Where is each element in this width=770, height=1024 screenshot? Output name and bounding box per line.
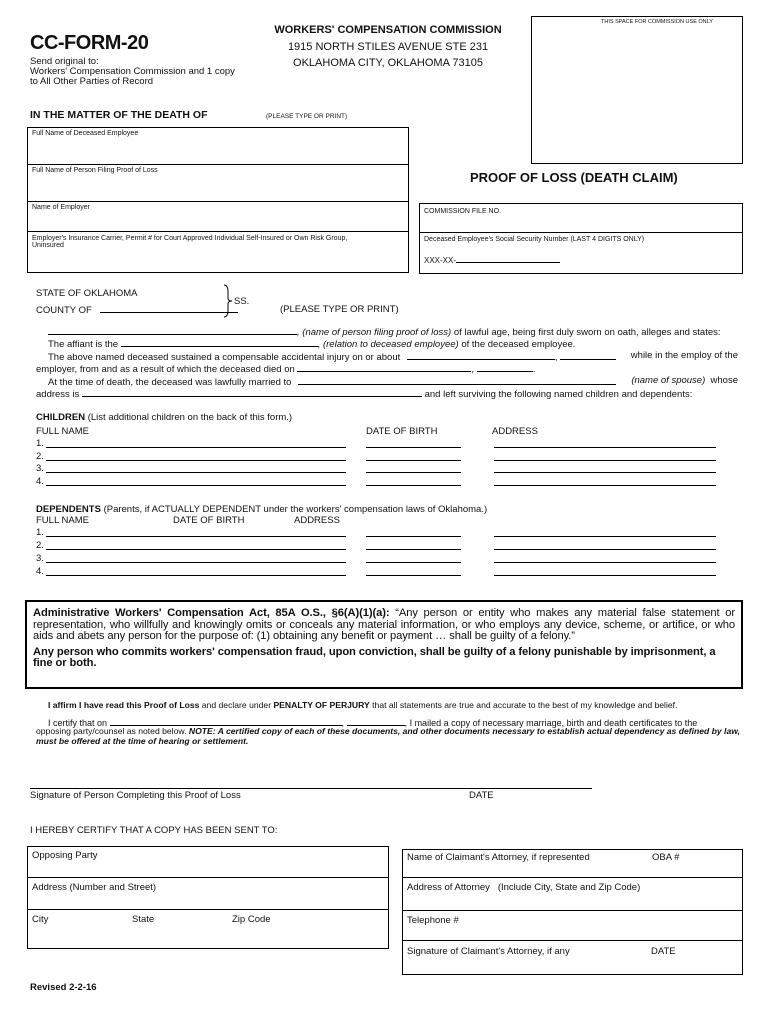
dependents-heading-rest: (Parents, if ACTUALLY DEPENDENT under the workers' compensation laws of Oklahoma.) — [100, 504, 488, 515]
commission-file-label: COMMISSION FILE NO. — [424, 208, 502, 215]
attorney-address-divider — [403, 910, 742, 911]
affidavit-l1-rest: of lawful age, being first duly sworn on oath, alleges and states: — [451, 327, 721, 338]
children-row-4-dob-input[interactable] — [366, 485, 461, 486]
affidavit-l5-start: At the time of death, the deceased was lawfully married to — [48, 377, 292, 388]
certify-l2: opposing party/counsel as noted below. — [36, 726, 187, 736]
dependents-row-4-dob-input[interactable] — [366, 575, 461, 576]
signature-label: Signature of Person Completing this Proof of Loss — [30, 790, 241, 801]
death-date-input[interactable] — [297, 362, 471, 372]
dependents-row-4-num: 4. — [36, 566, 44, 577]
children-row-4-name-input[interactable] — [46, 485, 346, 486]
carrier-field[interactable] — [27, 231, 409, 273]
attorney-address-row — [407, 882, 640, 893]
dependents-col-dob: DATE OF BIRTH — [173, 515, 245, 526]
children-heading-rest: (List additional children on the back of this form.) — [85, 412, 293, 423]
children-heading — [36, 412, 292, 423]
attorney-date-label: DATE — [651, 946, 676, 957]
affirm-perjury: PENALTY OF PERJURY — [273, 700, 370, 710]
agency-address-2: OKLAHOMA CITY, OKLAHOMA 73105 — [293, 57, 483, 69]
form-title: PROOF OF LOSS (DEATH CLAIM) — [470, 170, 678, 185]
matter-heading: IN THE MATTER OF THE DEATH OF — [30, 109, 208, 121]
children-row-2-address-input[interactable] — [494, 460, 716, 461]
affidavit-l5-end: whose — [710, 375, 738, 386]
filer-name-input[interactable] — [48, 325, 297, 335]
opposing-state-label: State — [132, 914, 155, 925]
warning-quote: “Any person or entity who makes any material false statement or representation, who willfully and knowingly omits or conceals any material information, or who employs any device, scheme, or artifice, or who aids and abets any person for the purpose of: (1) obtaining any benefit or payment … shall be guilty of a felony.” — [33, 607, 735, 642]
affirm-statement — [48, 700, 677, 710]
agency-address-1: 1915 NORTH STILES AVENUE STE 231 — [287, 41, 489, 53]
commission-use-box — [531, 16, 743, 164]
affirm-mid: and declare under — [199, 700, 274, 710]
dependents-heading-bold: DEPENDENTS — [36, 504, 101, 515]
children-row-1-dob-input[interactable] — [366, 447, 461, 448]
dependents-row-1-num: 1. — [36, 527, 44, 538]
affidavit-l5-italic: (name of spouse) — [631, 375, 706, 386]
certify-start: I certify that on — [48, 718, 108, 728]
opposing-party-divider — [28, 877, 388, 878]
opposing-party-box — [27, 846, 389, 949]
children-row-3-name-input[interactable] — [46, 472, 346, 473]
affidavit-l3-end: while in the employ of the — [630, 350, 738, 361]
children-row-3-dob-input[interactable] — [366, 472, 461, 473]
send-to-line-1: Send original to: — [30, 56, 99, 67]
spouse-address-input[interactable] — [82, 387, 422, 397]
attorney-telephone-divider — [403, 940, 742, 941]
county-input[interactable] — [100, 303, 238, 313]
affidavit-l1-italic: , (name of person filing proof of loss) — [297, 327, 452, 338]
venue-brace — [222, 284, 234, 318]
children-row-4-address-input[interactable] — [494, 485, 716, 486]
certify-line-2 — [36, 726, 740, 746]
dependents-col-name: FULL NAME — [36, 515, 89, 526]
venue-state: STATE OF OKLAHOMA — [36, 288, 138, 299]
mailing-date-input[interactable] — [110, 716, 342, 726]
children-row-3-num: 3. — [36, 463, 44, 474]
send-to-line-2: Workers' Compensation Commission and 1 copy — [30, 66, 235, 77]
commission-use-label: THIS SPACE FOR COMMISSION USE ONLY — [601, 19, 713, 25]
dependents-row-3-name-input[interactable] — [46, 562, 346, 563]
injury-date-input[interactable] — [407, 350, 555, 360]
affidavit-l6-start: address is — [36, 389, 80, 400]
children-heading-bold: CHILDREN — [36, 412, 86, 423]
revised-date: Revised 2-2-16 — [30, 982, 97, 993]
venue-print-note: (PLEASE TYPE OR PRINT) — [280, 304, 399, 315]
attorney-oba-label: OBA # — [652, 852, 680, 863]
children-row-2-name-input[interactable] — [46, 460, 346, 461]
attorney-address-label: Address of Attorney — [407, 882, 490, 893]
dependents-col-address: ADDRESS — [294, 515, 340, 526]
filer-name-label: Full Name of Person Filing Proof of Loss — [32, 167, 158, 174]
opposing-address-divider — [28, 909, 388, 910]
affidavit-line-4: employer, from and as a result of which the deceased died on , . — [36, 364, 536, 375]
dependents-row-4-name-input[interactable] — [46, 575, 346, 576]
opposing-zip-label: Zip Code — [232, 914, 271, 925]
warning-paragraph-1 — [33, 608, 735, 643]
filer-name-field[interactable] — [27, 164, 409, 202]
affirm-bold-1: I affirm I have read this Proof of Loss — [48, 700, 200, 710]
attorney-box — [402, 849, 743, 975]
children-row-1-num: 1. — [36, 438, 44, 449]
certify-end: , I mailed a copy of necessary marriage, birth and death certificates to the — [404, 718, 698, 728]
affidavit-l2-end: of the deceased employee. — [458, 339, 576, 350]
children-row-1-name-input[interactable] — [46, 447, 346, 448]
injury-year-input[interactable] — [560, 350, 616, 360]
spouse-name-input[interactable] — [298, 375, 616, 385]
dependents-heading — [36, 504, 487, 515]
opposing-city-label: City — [32, 914, 49, 925]
children-row-3-address-input[interactable] — [494, 472, 716, 473]
attorney-signature-label: Signature of Claimant's Attorney, if any — [407, 946, 570, 957]
warning-paragraph-2: Any person who commits workers' compensation fraud, upon conviction, shall be guilty of a felony punishable by imprisonment, a fine or both. — [33, 645, 716, 669]
attorney-address-note: (Include City, State and Zip Code) — [497, 882, 641, 893]
children-col-dob: DATE OF BIRTH — [366, 426, 438, 437]
dependents-row-1-name-input[interactable] — [46, 536, 346, 537]
employer-name-field[interactable] — [27, 201, 409, 232]
mailing-year-input[interactable] — [347, 716, 405, 726]
affidavit-line-3: The above named deceased sustained a compensable accidental injury on or about , while in the employ of the — [48, 350, 738, 363]
fraud-warning-box — [25, 600, 743, 689]
children-row-1-address-input[interactable] — [494, 447, 716, 448]
ssn-prefix: XXX-XX- — [424, 256, 457, 265]
venue-county-label: COUNTY OF — [36, 305, 92, 316]
send-to-line-3: to All Other Parties of Record — [30, 76, 154, 87]
dependents-row-4-address-input[interactable] — [494, 575, 716, 576]
employer-name-label: Name of Employer — [32, 204, 90, 211]
opposing-party-label: Opposing Party — [32, 850, 98, 861]
attorney-name-divider — [403, 877, 742, 878]
copy-sent-heading: I HEREBY CERTIFY THAT A COPY HAS BEEN SENT TO: — [30, 825, 278, 836]
commission-file-field[interactable] — [419, 203, 743, 233]
dependents-row-1-address-input[interactable] — [494, 536, 716, 537]
children-col-address: ADDRESS — [492, 426, 538, 437]
signature-date-label: DATE — [469, 790, 494, 801]
venue-county-row — [36, 303, 238, 316]
children-row-2-dob-input[interactable] — [366, 460, 461, 461]
affirm-end: that all statements are true and accurate to the best of my knowledge and belief. — [369, 700, 678, 710]
relation-input[interactable] — [121, 337, 318, 347]
affidavit-l6-end: and left surviving the following named children and dependents: — [424, 389, 693, 400]
signature-line[interactable] — [30, 788, 592, 789]
children-col-name: FULL NAME — [36, 426, 89, 437]
children-row-2-num: 2. — [36, 451, 44, 462]
affidavit-l3-start: The above named deceased sustained a compensable accidental injury on or about — [48, 352, 401, 363]
ssn-field[interactable] — [419, 232, 743, 274]
form-id: CC-FORM-20 — [30, 32, 149, 54]
warning-statute: Administrative Workers' Compensation Act, 85A O.S., §6(A)(1)(a): — [33, 607, 390, 619]
certify-line-1: I certify that on , , I mailed a copy of necessary marriage, birth and death certificates to the — [48, 718, 698, 728]
affidavit-l2-start: The affiant is the — [48, 339, 119, 350]
affidavit-l4-start: employer, from and as a result of which the deceased died on — [36, 364, 295, 375]
dependents-row-2-num: 2. — [36, 540, 44, 551]
opposing-address-label: Address (Number and Street) — [32, 882, 157, 893]
dependents-row-2-address-input[interactable] — [494, 549, 716, 550]
attorney-name-label: Name of Claimant's Attorney, if represented — [407, 852, 590, 863]
carrier-label-1: Employer's Insurance Carrier, Permit # for Court Approved Individual Self-Insured or Own Risk Group, — [32, 235, 348, 242]
dependents-row-1-dob-input[interactable] — [366, 536, 461, 537]
carrier-label-2: Uninsured — [32, 242, 64, 249]
affidavit-l2-italic: , (relation to deceased employee) — [317, 339, 459, 350]
agency-name: WORKERS' COMPENSATION COMMISSION — [274, 24, 502, 36]
ssn-label: Deceased Employee's Social Security Number (LAST 4 DIGITS ONLY) — [424, 236, 645, 243]
death-year-input[interactable] — [477, 362, 533, 372]
affidavit-line-2 — [48, 337, 575, 350]
dependents-row-3-address-input[interactable] — [494, 562, 716, 563]
attorney-telephone-label: Telephone # — [407, 915, 459, 926]
deceased-name-label: Full Name of Deceased Employee — [32, 130, 139, 137]
dependents-row-2-dob-input[interactable] — [366, 549, 461, 550]
deceased-name-field[interactable] — [27, 127, 409, 165]
dependents-row-3-num: 3. — [36, 553, 44, 564]
affidavit-line-6 — [36, 387, 692, 400]
dependents-row-3-dob-input[interactable] — [366, 562, 461, 563]
venue-ss: SS. — [234, 296, 250, 307]
certify-note: NOTE: A certified copy of each of these documents, and other documents necessary to establish actual dependency as defined by law, must be offered at the time of hearing or settlement. — [36, 726, 740, 746]
children-row-4-num: 4. — [36, 476, 44, 487]
dependents-row-2-name-input[interactable] — [46, 549, 346, 550]
ssn-last4-input[interactable] — [456, 253, 560, 263]
matter-print-note: (PLEASE TYPE OR PRINT) — [266, 113, 348, 120]
